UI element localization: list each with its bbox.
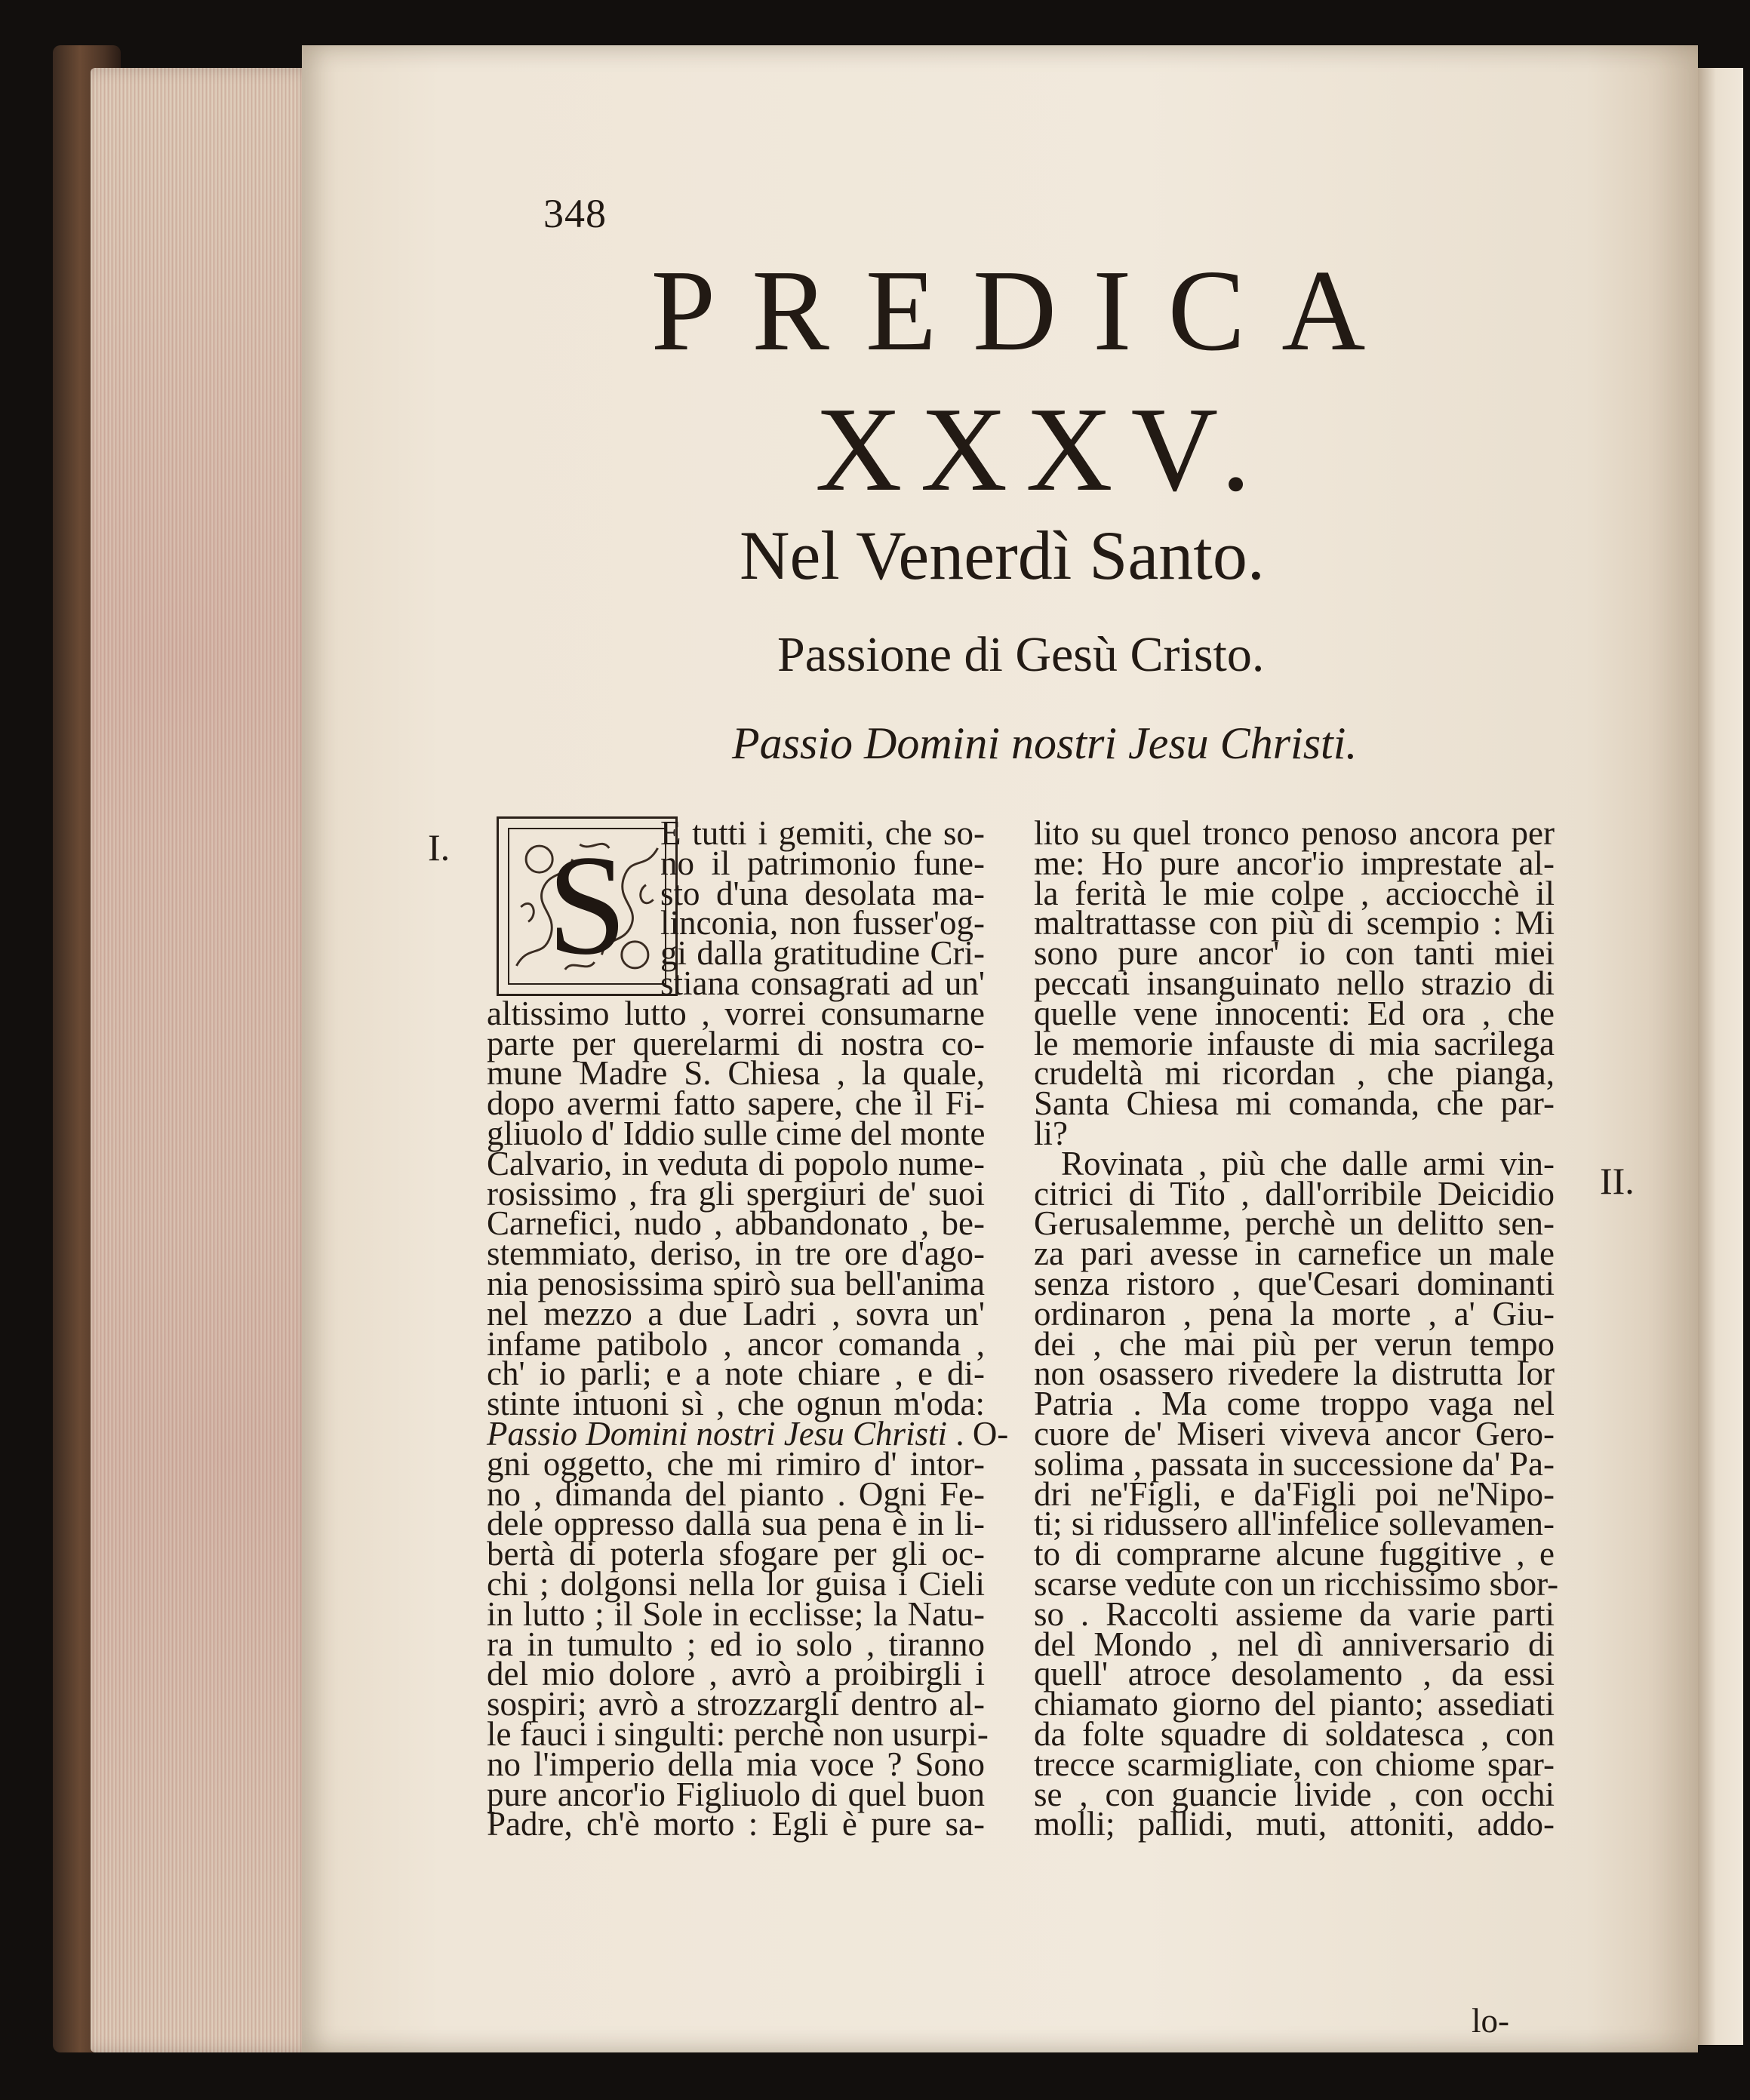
text-line: cuore de' Miseri viveva ancor Gero- [1034, 1414, 1555, 1453]
sermon-subheading: Passione di Gesù Cristo. [777, 627, 1265, 682]
text-line: chi ; dolgonsi nella lor guisa i Cieli [487, 1564, 985, 1603]
text-line: Passio Domini nostri Jesu Christi . O- [487, 1414, 1009, 1453]
text-line: linconia, non fusser'og- [660, 904, 985, 942]
text-line: to di comprarne alcune fuggitive , e [1034, 1535, 1555, 1573]
text-line: dele oppresso dalla sua pena è in li- [487, 1505, 985, 1543]
text-line: Rovinata , più che dalle armi vin- [1061, 1144, 1555, 1182]
text-line: gi dalla gratitudine Cri- [660, 934, 985, 973]
text-line: no , dimanda del pianto . Ogni Fe- [487, 1474, 985, 1513]
text-line: sto d'una desolata ma- [660, 874, 985, 912]
right-text-column [1034, 814, 1559, 1843]
text-line: stiana consagrati ad un' [660, 964, 985, 1002]
text-line: ch' io parli; e a note chiare , e di- [487, 1354, 985, 1393]
text-line: se , con guancie livide , con occhi [1034, 1775, 1555, 1813]
text-line: sono pure ancor' io con tanti miei [1034, 934, 1555, 973]
text-line: Santa Chiesa mi comanda, che par- [1034, 1084, 1555, 1123]
text-line: in lutto ; il Sole in ecclisse; la Natu- [487, 1594, 985, 1633]
text-line: rosissimo , fra gli spergiuri de' suoi [487, 1174, 985, 1213]
text-line: crudeltà mi ricordan , che pianga, [1034, 1054, 1555, 1093]
text-line: da folte squadre di soldatesca , con [1034, 1714, 1555, 1753]
text-line: stemmiato, deriso, in tre ore d'ago- [487, 1234, 985, 1273]
text-line: ordinaron , pena la morte , a' Giu- [1034, 1294, 1555, 1333]
text-line: lito su quel tronco penoso ancora per [1034, 814, 1555, 852]
text-line: dei , che mai più per verun tempo [1034, 1324, 1555, 1363]
sermon-subtitle: Nel Venerdì Santo. [740, 517, 1265, 594]
text-line: citrici di Tito , dall'orribile Deicidio [1034, 1174, 1555, 1213]
text-line: sospiri; avrò a strozzargli dentro al- [487, 1685, 985, 1723]
text-line: del mio dolore , avrò a proibirgli i [487, 1655, 985, 1693]
text-line: dopo avermi fatto sapere, che il Fi- [487, 1084, 985, 1123]
text-line: za pari avesse in carnefice un male [1034, 1234, 1555, 1273]
section-mark-2: II. [1600, 1160, 1635, 1202]
text-line: dri ne'Figli, e da'Figli poi ne'Nipo- [1034, 1474, 1555, 1513]
text-line: quelle vene innocenti: Ed ora , che [1034, 994, 1555, 1032]
text-line: infame patibolo , ancor comanda , [487, 1324, 985, 1363]
text-line: Patria . Ma come troppo vaga nel [1034, 1385, 1555, 1423]
text-line: no il patrimonio fune- [660, 844, 985, 882]
catchword: lo- [1472, 2002, 1509, 2040]
text-line: trecce scarmigliate, con chiome spar- [1034, 1745, 1555, 1783]
text-line: nel mezzo a due Ladri , sovra un' [487, 1294, 985, 1333]
text-line: so . Raccolti assieme da varie parti [1034, 1594, 1555, 1633]
text-line: bertà di poterla sfogare per gli oc- [487, 1535, 985, 1573]
text-line: Padre, ch'è morto : Egli è pure sa- [487, 1805, 985, 1843]
epigraph: Passio Domini nostri Jesu Christi. [732, 718, 1358, 768]
text-line: del Mondo , nel dì anniversario di [1034, 1625, 1555, 1663]
text-line: peccati insanguinato nello strazio di [1034, 964, 1555, 1002]
text-line: no l'imperio della mia voce ? Sono [487, 1745, 985, 1783]
text-line: le fauci i singulti: perchè non usurpi- [487, 1714, 989, 1753]
text-line: la ferità le mie colpe , acciocchè il [1034, 874, 1555, 912]
sermon-title: PREDICA [650, 247, 1402, 375]
text-line: quell' atroce desolamento , da essi [1034, 1655, 1555, 1693]
text-line: E tutti i gemiti, che so- [660, 814, 985, 852]
text-line: maltrattasse con più di scempio : Mi [1034, 904, 1555, 942]
text-line: ti; si ridussero all'infelice sollevamen- [1034, 1505, 1555, 1543]
drop-cap-letter: S [547, 826, 627, 985]
text-line: Gerusalemme, perchè un delitto sen- [1034, 1204, 1555, 1243]
text-line: parte per querelarmi di nostra co- [487, 1024, 985, 1062]
text-line: ra in tumulto ; ed io solo , tiranno [487, 1625, 985, 1663]
text-line: le memorie infauste di mia sacrilega [1034, 1024, 1555, 1062]
page-number: 348 [543, 191, 607, 236]
text-line: solima , passata in successione da' Pa- [1034, 1444, 1555, 1483]
text-line: nia penosissima spirò sua bell'anima [487, 1264, 985, 1302]
text-line: Carnefici, nudo , abbandonato , be- [487, 1204, 985, 1243]
text-line: me: Ho pure ancor'io imprestate al- [1034, 844, 1555, 882]
section-mark-1: I. [428, 826, 451, 869]
text-line: pure ancor'io Figliuolo di quel buon [487, 1775, 985, 1813]
text-line: non osassero rivedere la distrutta lor [1034, 1354, 1555, 1393]
text-line: molli; pallidi, muti, attoniti, addo- [1034, 1805, 1555, 1843]
text-line: Calvario, in veduta di popolo nume- [487, 1144, 985, 1182]
sermon-numeral: XXXV. [815, 382, 1269, 516]
text-line: chiamato giorno del pianto; assediati [1034, 1685, 1555, 1723]
text-line: senza ristoro , que'Cesari dominanti [1034, 1264, 1555, 1302]
text-line: mune Madre S. Chiesa , la quale, [487, 1054, 985, 1093]
text-line: altissimo lutto , vorrei consumarne [487, 994, 985, 1032]
text-line: stinte intuoni sì , che ognun m'oda: [487, 1385, 985, 1423]
text-line: scarse vedute con un ricchissimo sbor- [1034, 1564, 1559, 1603]
text-line: gliuolo d' Iddio sulle cime del monte [487, 1114, 986, 1152]
left-text-column [487, 814, 1009, 1843]
text-line: li? [1034, 1114, 1068, 1152]
text-line: gni oggetto, che mi rimiro d' intor- [487, 1444, 985, 1483]
